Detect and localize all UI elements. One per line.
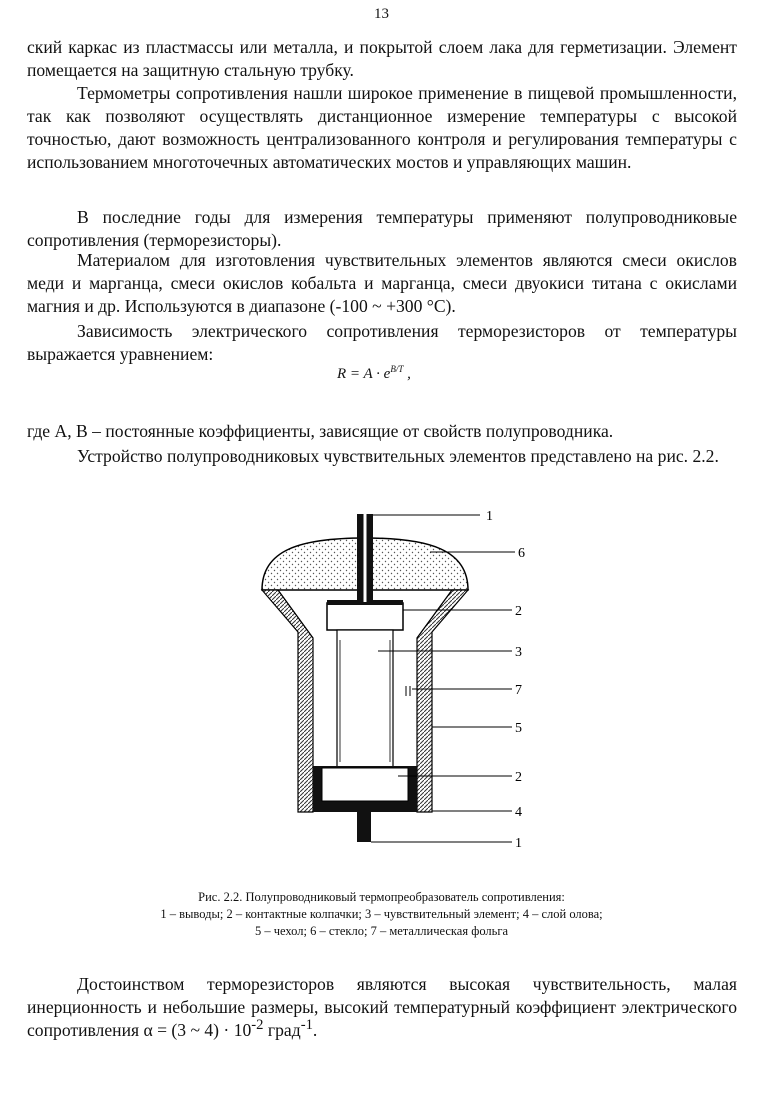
paragraph-continuation: ский каркас из пластмассы или металла, и покрытой слоем лака для герметизации. Элемент помещается на защитную стальную трубку. [27,37,737,80]
advantages-unit: град [263,1020,301,1040]
paragraph-semiconductor: В последние годы для измерения температуры применяют полупроводниковые сопротивления (терморезисторы). [27,207,737,250]
label-cap-bottom: 2 [515,770,522,785]
formula-exponent: B/T [390,364,404,374]
formula-tail: , [403,366,411,382]
thermistor-diagram [0,500,763,860]
label-tin: 4 [515,805,522,820]
advantages-end: . [312,1020,318,1040]
case-right-wall [417,590,468,812]
top-contact-cap [327,603,403,630]
formula-base: R = A · e [337,366,391,382]
bottom-lead [357,812,371,842]
label-cap-top: 2 [515,604,522,619]
label-glass: 6 [518,546,525,561]
figure-caption [0,889,763,940]
formula [337,366,411,383]
page-number: 13 [374,6,389,22]
paragraph-advantages [27,973,737,1042]
label-element: 3 [515,645,522,660]
paragraph-device: Устройство полупроводниковых чувствительных элементов представлено на рис. 2.2. [77,446,719,466]
paragraph-resistance-thermometers: Термометры сопротивления нашли широкое применение в пищевой промышленности, так как позволяют осуществлять дистанционное измерение температуры с высокой точностью, дают возможность централизованного контроля и регулирования температуры с использованием многоточечных автоматических мостов и управляющих машин. [27,83,737,172]
label-lead-bottom: 1 [515,836,522,851]
caption-legend-2: 5 – чехол; 6 – стекло; 7 – металлическая фольга [254,924,509,938]
advantages-exp1: -2 [251,1017,264,1034]
paragraph-dependence: Зависимость электрического сопротивления терморезисторов от температуры выражается уравнением: [27,321,737,364]
case-left-wall [262,590,313,812]
label-lead-top: 1 [486,509,493,524]
caption-title: Рис. 2.2. Полупроводниковый термопреобразователь сопротивления: [198,890,565,904]
advantages-exp2: -1 [300,1017,313,1034]
paragraph-materials: Материалом для изготовления чувствительных элементов являются смеси окислов меди и марганца, смеси окислов кобальта и марганца, смеси двуокиси титана с окислами магния и др. Используются в диапазоне (-100 ~ +300 °С). [27,250,737,316]
label-case: 5 [515,721,522,736]
advantages-text: Достоинством терморезисторов являются высокая чувствительность, малая инерционность и небольшие размеры, высокий температурный коэффициент электрического сопротивления α = (3 ~ 4) · 10 [27,974,737,1040]
label-foil: 7 [515,683,522,698]
caption-legend-1: 1 – выводы; 2 – контактные колпачки; 3 – чувствительный элемент; 4 – слой олова; [160,907,603,921]
paragraph-coefficients: где A, B – постоянные коэффициенты, зависящие от свойств полупроводника. [27,421,614,441]
bottom-contact-cap [322,768,408,801]
